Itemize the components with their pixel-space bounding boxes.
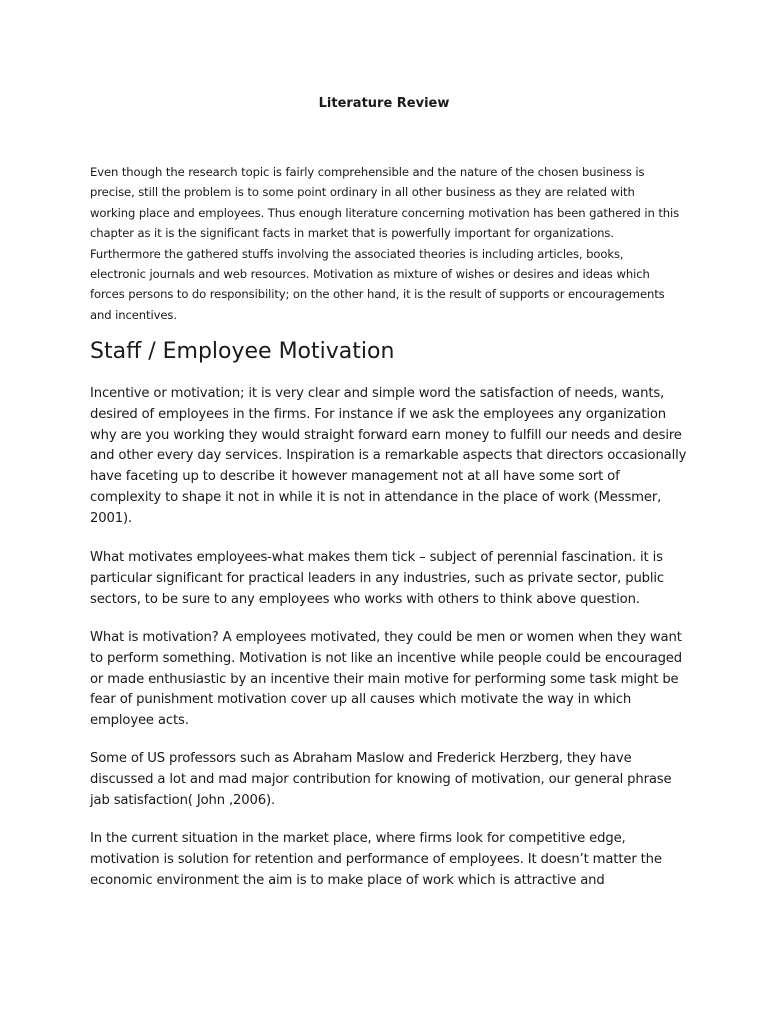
- intro-paragraph: Even though the research topic is fairly comprehensible and the nature of the chosen business is precise, still the problem is to some point ordinary in all other business as they are related with working place and employees. Thus enough literature concerning motivation has been gathered in this chapter as it is the significant facts in market that is powerfully important for organizations. Furthermore the gathered stuffs involving the associated theories is including articles, books, electronic journals and web resources. Motivation as mixture of wishes or desires and ideas which forces persons to do responsibility; on the other hand, it is the result of supports or encouragements and incentives.: [90, 165, 680, 322]
- body-paragraph: Incentive or motivation; it is very clear and simple word the satisfaction of needs, wants, desired of employees in the firms. For instance if we ask the employees any organization why are you working they would straight forward earn money to fulfill our needs and desire and other every day services. Inspiration is a remarkable aspects that directors occasionally have faceting up to describe it however management not at all have some sort of complexity to shape it not in while it is not in attendance in the place of work (Messmer, 2001).: [90, 386, 687, 526]
- body-paragraph: What motivates employees-what makes them tick – subject of perennial fascination. it is particular significant for practical leaders in any industries, such as private sector, public sectors, to be sure to any employees who works with others to think above question.: [90, 550, 665, 607]
- body-paragraph: What is motivation? A employees motivated, they could be men or women when they want to perform something. Motivation is not like an incentive while people could be encouraged or made enthusiastic by an incentive their main motive for performing some task might be fear of punishment motivation cover up all causes which motivate the way in which employee acts.: [90, 630, 682, 729]
- body-paragraph: Some of US professors such as Abraham Maslow and Frederick Herzberg, they have discussed a lot and mad major contribution for knowing of motivation, our general phrase jab satisfaction( John ,2006).: [90, 751, 672, 808]
- section-heading: Staff / Employee Motivation: [90, 339, 395, 364]
- body-paragraph: In the current situation in the market place, where firms look for competitive edge, motivation is solution for retention and performance of employees. It doesn’t matter the economic environment the aim is to make place of work which is attractive and: [90, 831, 662, 888]
- document-title: Literature Review: [318, 96, 450, 111]
